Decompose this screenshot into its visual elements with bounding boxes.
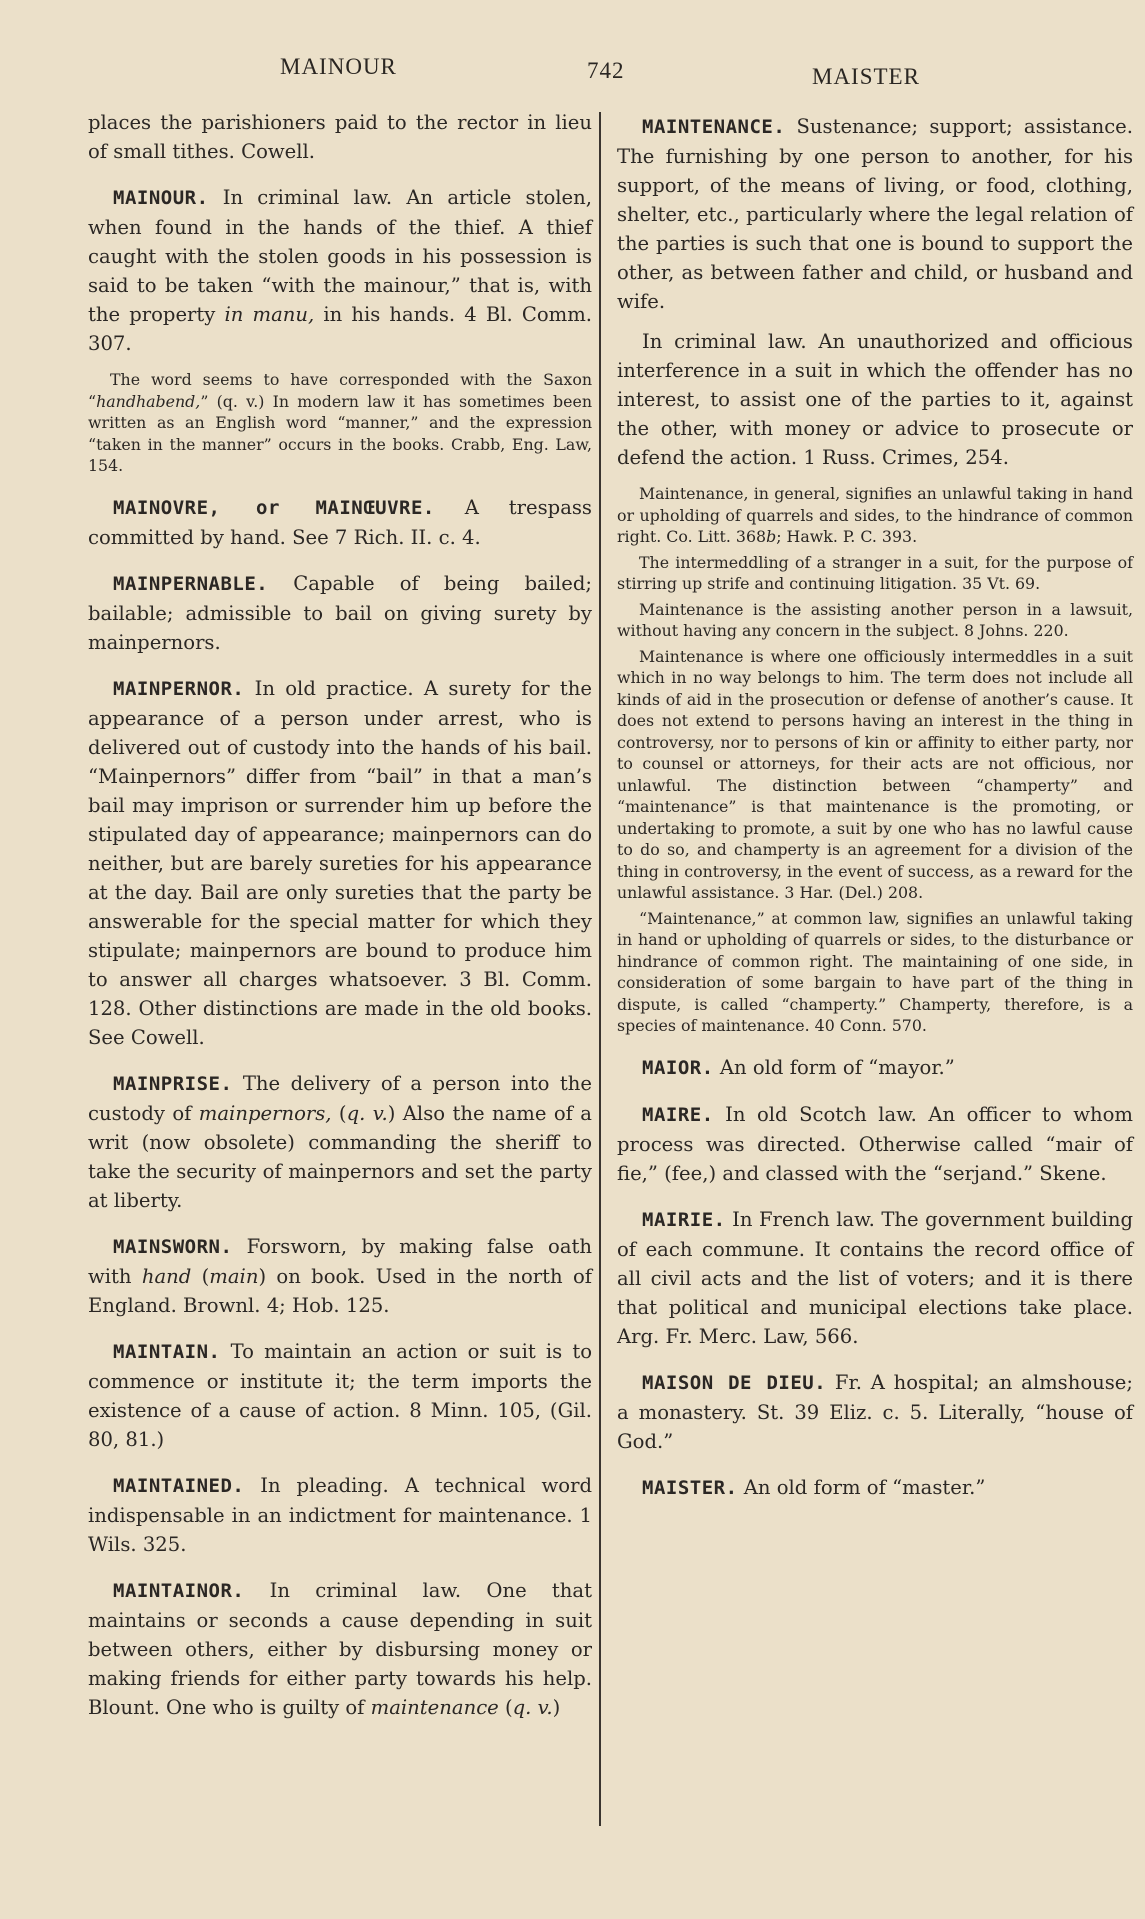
entry-text: ) Also the name of a writ (now obsolete) commanding the sheriff to take the security of mainpernors and set the party at liberty. — [88, 1101, 592, 1212]
headword: MAINTAIN. — [113, 1340, 221, 1363]
entry-maior — [617, 1053, 1133, 1083]
entry-maintenance — [617, 112, 1133, 472]
note-group — [88, 369, 592, 477]
entry-text: ) on book. Used in the north of England. Brownl. 4; Hob. 125. — [88, 1264, 592, 1317]
headword: MAINPERNABLE. — [113, 572, 269, 595]
headword: MAINPERNOR. — [113, 677, 245, 700]
entry-text: places the parishioners paid to the rector in lieu of small tithes. Cowell. — [88, 111, 592, 163]
entry-italic: maintenance — [370, 1695, 499, 1719]
entry-mairie — [617, 1205, 1133, 1351]
entry-text: ( — [498, 1695, 513, 1719]
page-number: 742 — [587, 58, 625, 83]
entry-mainsworn — [88, 1232, 592, 1320]
headword: MAISON DE DIEU. — [642, 1371, 827, 1394]
entry-text: Sustenance; support; assistance. The furnishing by one person to another, for his support, of the means of living, or food, clothing, shelter, etc., particularly where the legal relation of the parties is such that one is bound to support the other, as between father and child, or husband and wife. — [617, 115, 1133, 313]
entry-text: In criminal law. An article stolen, when found in the hands of the thief. A thief caught with the stolen goods in his possession is said to be taken “with the mainour,” that is, with the property — [88, 186, 592, 326]
entry-maire — [617, 1100, 1133, 1188]
entry-note: Maintenance is where one officiously intermeddles in a suit which in no way belongs to him. The term does not include all kinds of aid in the prosecution or defense of another’s cause. It does not extend to persons having an interest in the thing in controversy, nor to persons of kin or affinity to either party, nor to counsel or attorneys, for their acts are not officious, nor unlawful. The distinction between “champerty” and “maintenance” is that maintenance is the promoting, or undertaking to promote, a suit by one who has no lawful cause to do so, and champerty is an agreement for a division of the thing in controversy, in the event of success, as a reward for the unlawful assistance. 3 Har. (Del.) 208. — [617, 646, 1133, 902]
headword: MAINSWORN. — [113, 1235, 233, 1258]
entry-text: A trespass committed by hand. See 7 Rich. II. c. 4. — [88, 495, 592, 549]
entry-note: Maintenance, in general, signifies an unlawful taking in hand or upholding of quarrels and sides, to the hindrance of common right. Co. Litt. 368b; Hawk. P. C. 393. — [617, 484, 1133, 546]
entry-maintained — [88, 1471, 592, 1559]
entry-text: Fr. A hospital; an almshouse; a monastery. St. 39 Eliz. c. 5. Literally, “house of God.” — [617, 1370, 1134, 1453]
entry-italic: q. v. — [512, 1695, 553, 1719]
entry-italic: main — [209, 1264, 259, 1288]
entry-note: Maintenance is the assisting another person in a lawsuit, without having any concern in the subject. 8 Johns. 220. — [617, 599, 1133, 640]
entry-text: An old form of “mayor.” — [713, 1055, 955, 1079]
entry-mainovre — [88, 493, 592, 552]
entry-text: In criminal law. An unauthorized and officious interference in a suit in which the offender has no interest, to assist one of the parties to it, against the other, with money or advice to prosecute or defend the action. 1 Russ. Crimes, 254. — [617, 330, 1133, 469]
headword: MAINTAINOR. — [113, 1579, 245, 1602]
entry-text: In criminal law. One that maintains or seconds a cause depending in suit between others, either by disbursing money or making friends for either party towards his help. Blount. One who is guilty of — [88, 1578, 592, 1719]
headword: MAIRIE. — [642, 1208, 726, 1231]
entry-italic: q. v. — [346, 1101, 388, 1125]
headword: MAINOUR. — [113, 187, 209, 209]
entry-text: Capable of being bailed; bailable; admissible to bail on giving surety by mainpernors. — [88, 571, 592, 654]
entry-mainour — [88, 183, 592, 358]
headword: MAINOVRE, or MAINŒUVRE. — [113, 496, 435, 519]
entry-text: In old Scotch law. An officer to whom process was directed. Otherwise called “mair of fie,” (fee,) and classed with the “serjand.” Skene. — [617, 1102, 1133, 1185]
right-column — [599, 112, 1133, 1826]
entry-italic: mainpernors, — [198, 1101, 332, 1125]
running-head-left: MAINOUR — [280, 54, 397, 79]
entry-text: ) — [552, 1695, 561, 1719]
headword: MAINTENANCE. — [642, 116, 786, 138]
entry-text: ( — [191, 1264, 210, 1288]
headword: MAISTER. — [642, 1476, 738, 1499]
entry-text: The delivery of a person into the custody of — [88, 1071, 592, 1125]
entry-note: “Maintenance,” at common law, signifies an unlawful taking in hand or upholding of quarrels or sides, to the disturbance or hindrance of common right. The maintaining of one side, in consideration of some bargain to have part of the thing in dispute, is called “champerty.” Champerty, therefore, is a species of maintenance. 40 Conn. 570. — [617, 908, 1133, 1035]
entry-maister — [617, 1473, 1133, 1503]
entry-maintain — [88, 1337, 592, 1454]
entry-italic: hand — [141, 1264, 192, 1288]
note-group — [617, 483, 1133, 1037]
entry-maison-de-dieu — [617, 1368, 1133, 1456]
entry-text: in his hands. 4 Bl. Comm. 307. — [88, 303, 593, 355]
entry-text: To maintain an action or suit is to commence or institute it; the term imports the existence of a cause of action. 8 Minn. 105, (Gil. 80, 81.) — [88, 1339, 592, 1451]
running-head-right: MAISTER — [812, 64, 920, 89]
entry-mainprise — [88, 1069, 592, 1215]
entry-text: An old form of “master.” — [737, 1475, 986, 1499]
entry-mainpernable — [88, 569, 592, 657]
entry-continuation — [88, 108, 592, 166]
entry-maintainor — [88, 1576, 592, 1722]
left-column — [88, 108, 592, 1849]
entry-text: In old practice. A surety for the appearance of a person under arrest, who is delivered out of custody into the hands of his bail. “Mainpernors” differ from “bail” in that a man’s bail may imprison or surrender him up before the stipulated day of appearance; mainpernors can do neither, but are barely sureties for his appearance at the day. Bail are only sureties that the party be answerable for the special matter for which they stipulate; mainpernors are bound to produce him to answer all charges whatsoever. 3 Bl. Comm. 128. Other distinctions are made in the old books. See Cowell. — [88, 676, 592, 1049]
entry-text: In pleading. A technical word indispensable in an indictment for maintenance. 1 Wils. 325. — [88, 1473, 592, 1556]
entry-text: In French law. The government building of each commune. It contains the record office of all civil acts and the list of voters; and it is there that political and municipal elections take place. Arg. Fr. Merc. Law, 566. — [617, 1207, 1133, 1348]
entry-italic: in manu, — [224, 303, 315, 326]
headword: MAIRE. — [642, 1103, 714, 1126]
entry-text: Forsworn, by making false oath with — [88, 1234, 592, 1288]
headword: MAINTAINED. — [113, 1474, 245, 1497]
headword: MAIOR. — [642, 1056, 714, 1079]
entry-text: ( — [331, 1101, 347, 1125]
headword: MAINPRISE. — [113, 1072, 233, 1095]
entry-note: The intermeddling of a stranger in a suit, for the purpose of stirring up strife and continuing litigation. 35 Vt. 69. — [617, 552, 1133, 593]
entry-note: The word seems to have corresponded with the Saxon “handhabend,” (q. v.) In modern law it has sometimes been written as an English word “manner,” and the expression “taken in the manner” occurs in the books. Crabb, Eng. Law, 154. — [88, 370, 592, 475]
entry-mainpernor — [88, 674, 592, 1052]
